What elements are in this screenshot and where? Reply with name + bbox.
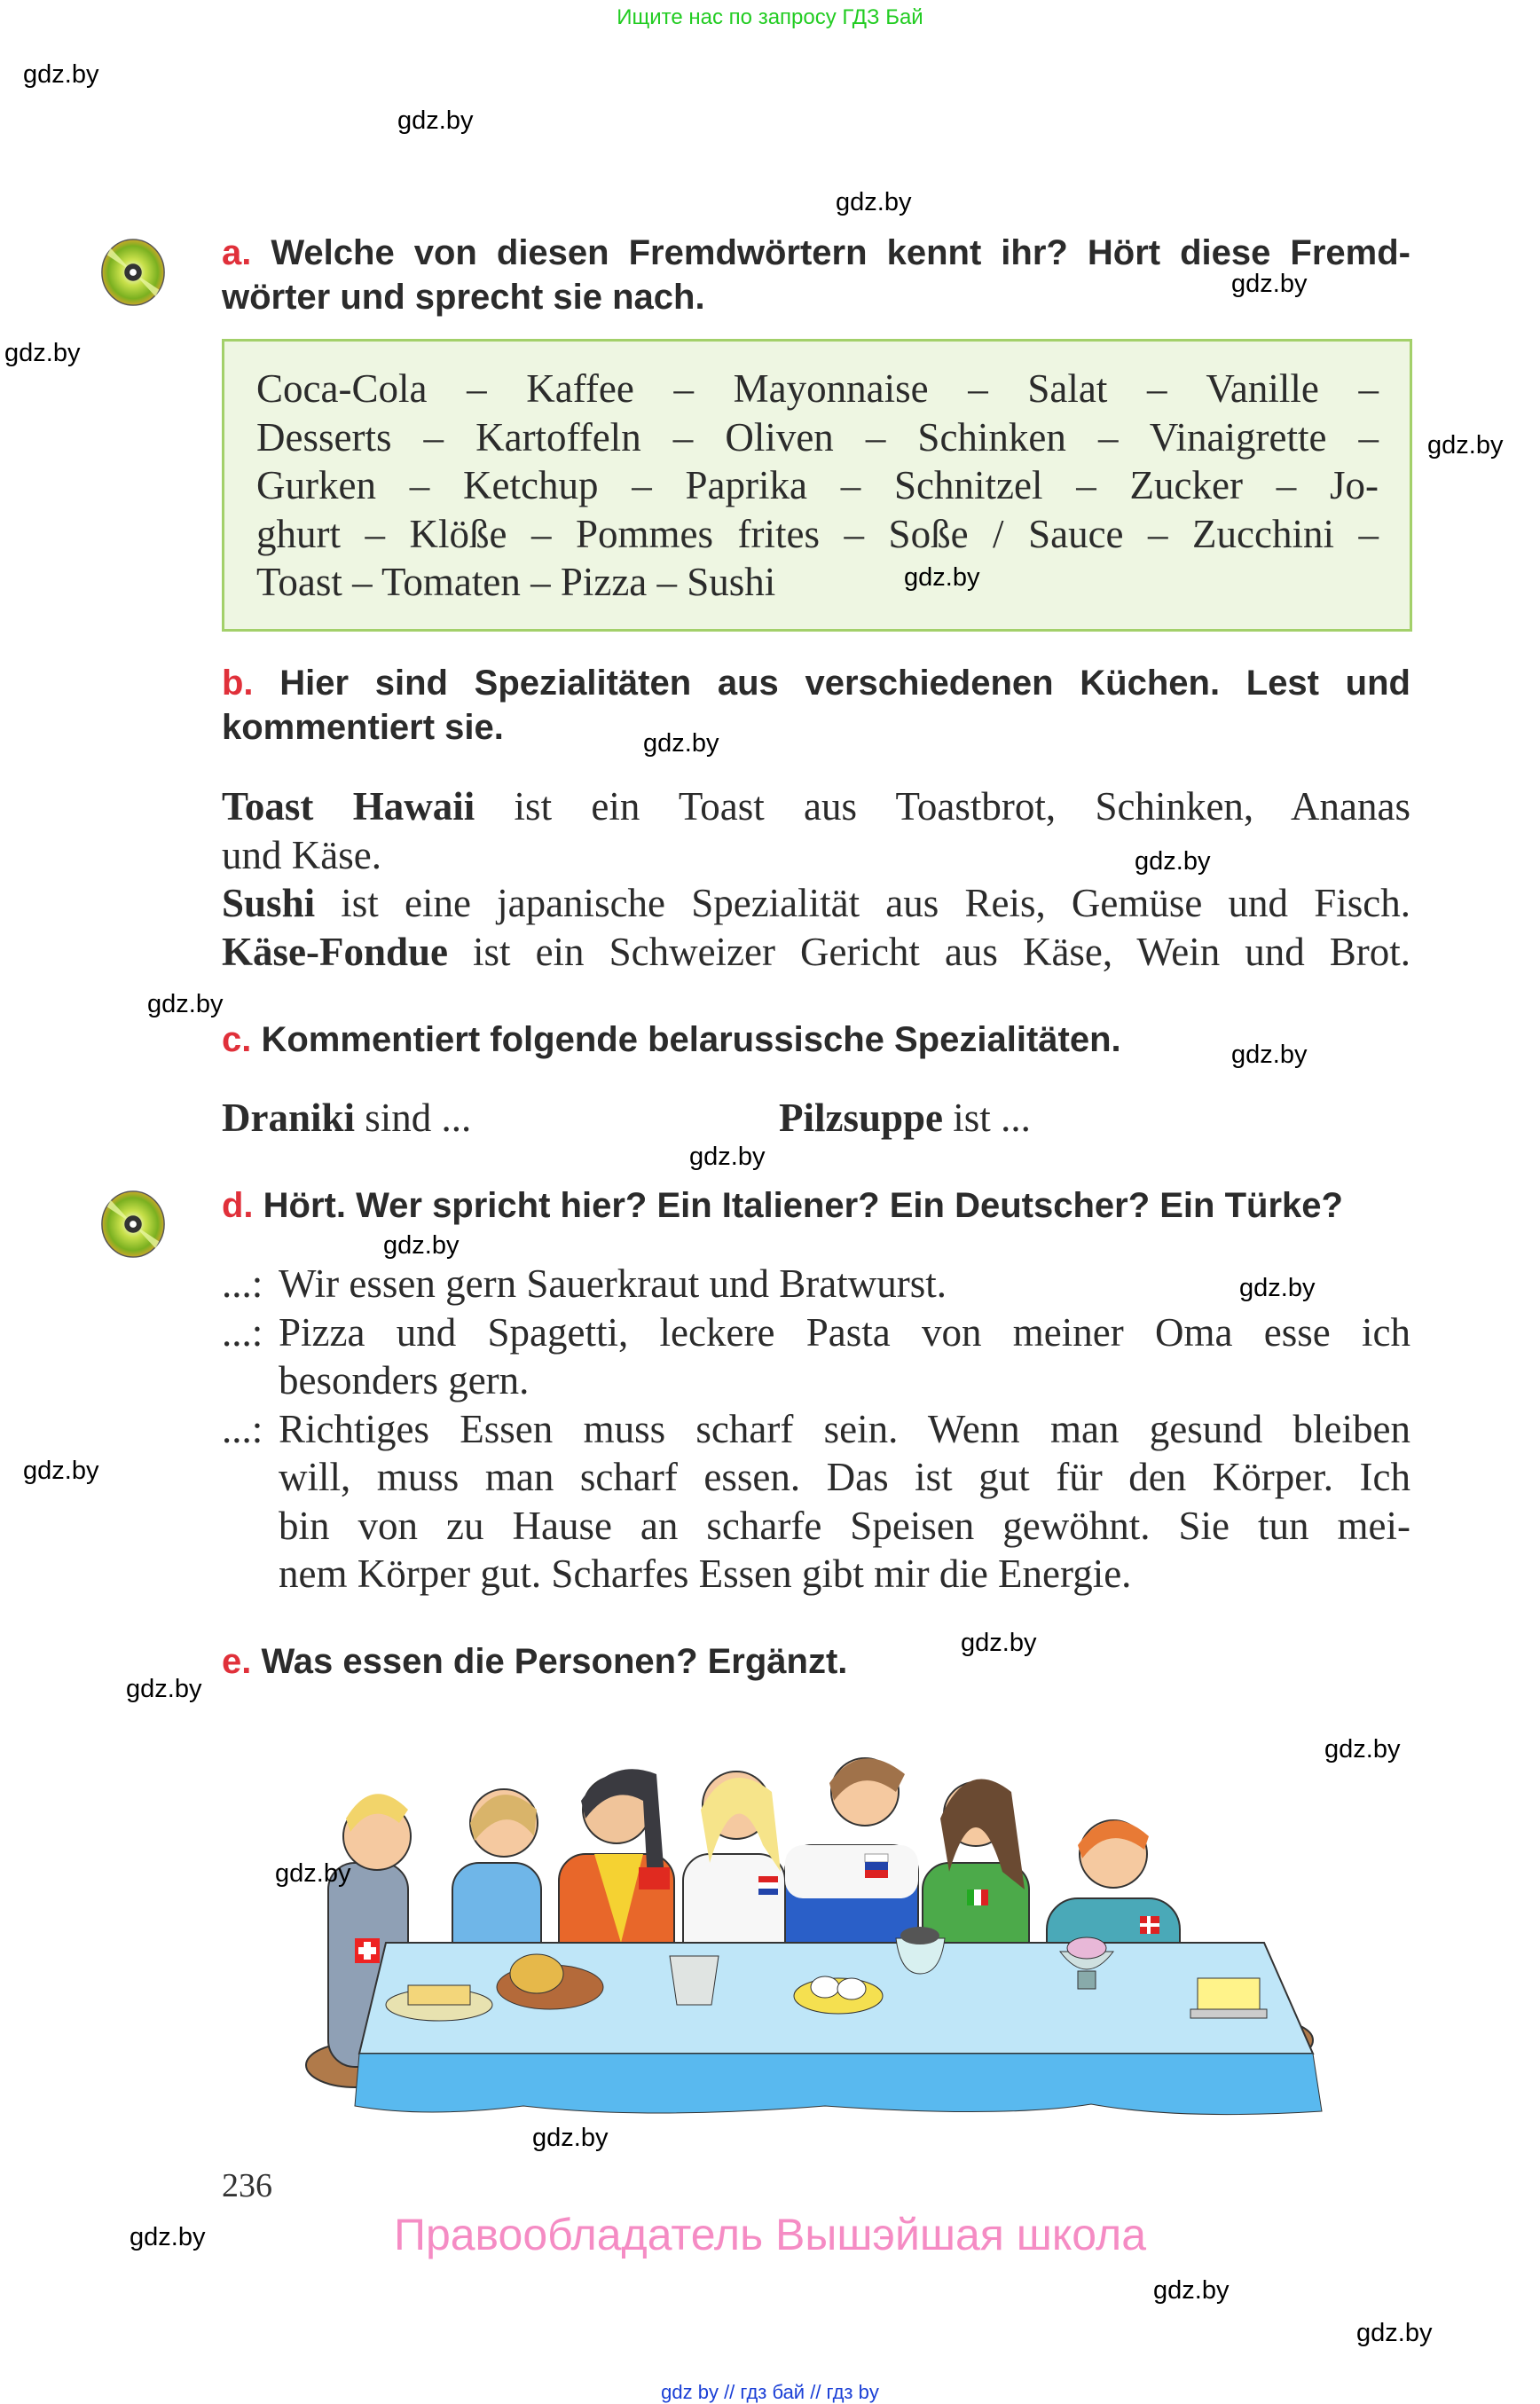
watermark: gdz.by (397, 106, 474, 135)
watermark: gdz.by (1135, 847, 1211, 876)
watermark: gdz.by (1231, 270, 1308, 298)
word-line: Coca-Cola – Kaffee – Mayonnaise – Salat – Vanille – (256, 366, 1379, 411)
watermark: gdz.by (532, 2124, 609, 2152)
dialogue-line: Pizza und Spagetti, leckere Pasta von meiner Oma esse ich (279, 1309, 1410, 1355)
watermark: gdz.by (1427, 431, 1504, 460)
dish-description: ist eine japanische Spezialität aus Reis, Gemüse und Fisch. (315, 881, 1410, 925)
dialogue-line: bin von zu Hause an scharfe Speisen gewöhnt. Sie tun mei- (279, 1503, 1410, 1548)
footer-links[interactable]: gdz by // гдз бай // гдз by (661, 2381, 879, 2403)
watermark: gdz.by (130, 2223, 206, 2251)
task-b-heading (222, 661, 1410, 750)
watermark: gdz.by (147, 990, 224, 1018)
butter-dish (1190, 1978, 1267, 2018)
heading-line: Hier sind Spezialitäten aus verschiedenen Küchen. Lest und (279, 664, 1410, 703)
heading-line: Hört. Wer spricht hier? Ein Italiener? Ein Deutscher? Ein Türke? (263, 1186, 1343, 1225)
dish-name: Draniki (222, 1096, 356, 1140)
word-line: ghurt – Klöße – Pommes frites – Soße / Sauce – Zucchini – (256, 511, 1379, 556)
word-line: Toast – Tomaten – Pizza – Sushi (256, 560, 776, 604)
watermark: gdz.by (1153, 2276, 1230, 2305)
watermark: gdz.by (23, 60, 99, 89)
word-line: Desserts – Kartoffeln – Oliven – Schinken – Vinaigrette – (256, 414, 1379, 460)
dish-name: Pilzsuppe (779, 1096, 944, 1140)
watermark: gdz.by (1356, 2319, 1433, 2347)
watermark: gdz.by (643, 729, 719, 758)
task-letter: e. (222, 1642, 252, 1681)
dish-description: und Käse. (222, 832, 381, 877)
task-letter: a. (222, 233, 252, 272)
speaker-placeholder: ...: (222, 1309, 263, 1355)
pilzsuppe-prompt (779, 1094, 1031, 1143)
watermark: gdz.by (961, 1629, 1037, 1657)
heading-line: Kommentiert folgende belarussische Spezialitäten. (261, 1020, 1121, 1059)
watermark: gdz.by (1324, 1735, 1401, 1764)
audio-cd-icon[interactable] (98, 1190, 168, 1259)
heading-line: kommentiert sie. (222, 708, 504, 747)
heading-line: Welche von diesen Fremdwörtern kennt ihr? Hört diese Fremd- (271, 233, 1410, 272)
mortar-bowl (670, 1956, 719, 2005)
dish-description: ist ein Toast aus Toastbrot, Schinken, Ananas (475, 784, 1410, 829)
draniki-prompt (222, 1094, 471, 1143)
dialogue-line: Wir essen gern Sauerkraut und Bratwurst. (279, 1261, 947, 1306)
watermark: gdz.by (1239, 1274, 1316, 1302)
dish-name: Käse-Fondue (222, 929, 449, 974)
watermark: gdz.by (4, 339, 81, 367)
search-hint: Ищите нас по запросу ГДЗ Бай (617, 5, 923, 29)
watermark: gdz.by (275, 1859, 351, 1888)
task-letter: c. (222, 1020, 252, 1059)
heading-line: wörter und sprecht sie nach. (222, 278, 705, 317)
dish-description: ist ein Schweizer Gericht aus Käse, Wein und Brot. (448, 929, 1410, 974)
dialogue-line: Richtiges Essen muss scharf sein. Wenn man gesund bleiben (279, 1406, 1410, 1451)
speaker-placeholder: ...: (222, 1406, 263, 1451)
dish-name: Sushi (222, 881, 316, 925)
watermark: gdz.by (383, 1231, 460, 1260)
heading-line: Was essen die Personen? Ergänzt. (261, 1642, 848, 1681)
task-letter: d. (222, 1186, 254, 1225)
audio-cd-icon[interactable] (98, 238, 168, 307)
dish-name: Toast Hawaii (222, 784, 475, 829)
task-d-heading (222, 1183, 1410, 1228)
dialogue-line: nem Körper gut. Scharfes Essen gibt mir die Energie. (279, 1552, 1132, 1596)
word-line: Gurken – Ketchup – Paprika – Schnitzel – Zucker – Jo- (256, 463, 1379, 507)
dialogue-line: besonders gern. (279, 1358, 530, 1402)
watermark: gdz.by (689, 1143, 766, 1171)
prompt-text: ist ... (943, 1096, 1031, 1140)
watermark: gdz.by (836, 188, 912, 216)
specialties-text (222, 782, 1410, 976)
watermark: gdz.by (23, 1457, 99, 1485)
prompt-text: sind ... (355, 1096, 472, 1140)
dialogue (222, 1260, 1410, 1599)
watermark: gdz.by (904, 563, 980, 592)
task-e-heading (222, 1639, 1410, 1684)
tablecloth (355, 2054, 1322, 2115)
dining-table-illustration (293, 1739, 1331, 2129)
task-letter: b. (222, 664, 254, 703)
watermark: gdz.by (1231, 1041, 1308, 1069)
speaker-placeholder: ...: (222, 1261, 263, 1306)
copyright-notice: Правообладатель Вышэйшая школа (394, 2210, 1146, 2259)
word-box (222, 339, 1412, 632)
dialogue-line: will, muss man scharf essen. Das ist gut für den Körper. Ich (279, 1455, 1410, 1499)
watermark: gdz.by (126, 1675, 202, 1703)
page-number: 236 (222, 2167, 272, 2204)
